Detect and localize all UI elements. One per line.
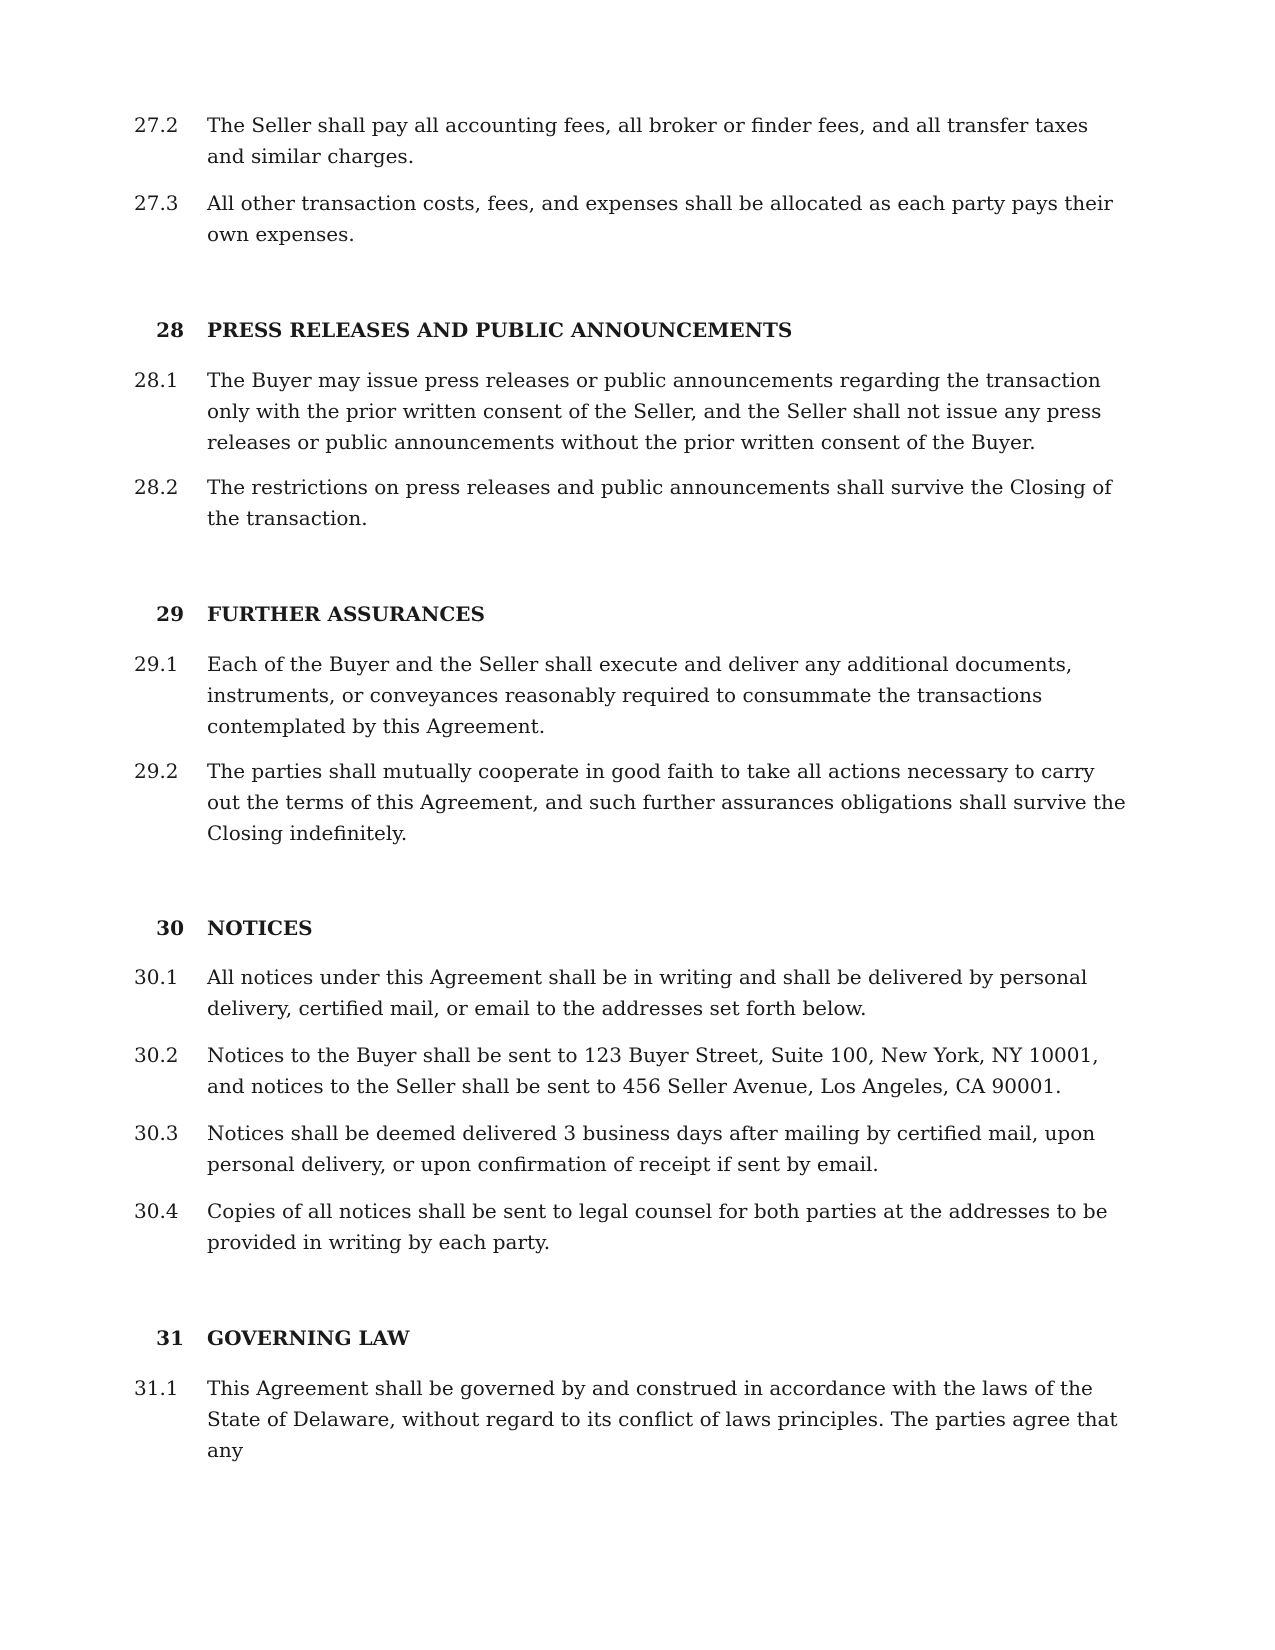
clause-text: All other transaction costs, fees, and expenses shall be allocated as each party pays their own expenses. xyxy=(207,191,1113,246)
clause-number: 29.2 xyxy=(134,759,179,783)
section-number: 29 xyxy=(156,602,184,626)
section-title: NOTICES xyxy=(207,916,313,940)
section-number: 28 xyxy=(156,318,184,342)
clause-number: 31.1 xyxy=(134,1376,179,1400)
clause-number: 29.1 xyxy=(134,652,179,676)
clause-text: Each of the Buyer and the Seller shall execute and deliver any additional documents, instruments, or conveyances reasonably required to consummate the transactions contemplated by this Agreement. xyxy=(207,652,1073,738)
section-title: GOVERNING LAW xyxy=(207,1326,410,1350)
clause-text: The parties shall mutually cooperate in good faith to take all actions necessary to carry out the terms of this Agreement, and such further assurances obligations shall survive the Closing indefinitely. xyxy=(207,759,1126,845)
clause-text: Copies of all notices shall be sent to legal counsel for both parties at the addresses to be provided in writing by each party. xyxy=(207,1199,1108,1254)
clause-number: 30.1 xyxy=(134,965,179,989)
clause-number: 30.3 xyxy=(134,1121,179,1145)
clause-text: This Agreement shall be governed by and construed in accordance with the laws of the State of Delaware, without regard to its conflict of laws principles. The parties agree that any xyxy=(207,1376,1118,1462)
clause-text: The restrictions on press releases and public announcements shall survive the Closing of the transaction. xyxy=(207,475,1112,530)
section-number: 30 xyxy=(156,916,184,940)
clause-number: 27.2 xyxy=(134,113,179,137)
section-title: PRESS RELEASES AND PUBLIC ANNOUNCEMENTS xyxy=(207,318,793,342)
clause-number: 27.3 xyxy=(134,191,179,215)
section-title: FURTHER ASSURANCES xyxy=(207,602,485,626)
clause-number: 30.4 xyxy=(134,1199,179,1223)
clause-number: 28.2 xyxy=(134,475,179,499)
clause-text: The Buyer may issue press releases or public announcements regarding the transaction only with the prior written consent of the Seller, and the Seller shall not issue any press releases or public announcements without the prior written consent of the Buyer. xyxy=(207,368,1102,454)
clause-text: Notices shall be deemed delivered 3 business days after mailing by certified mail, upon personal delivery, or upon confirmation of receipt if sent by email. xyxy=(207,1121,1096,1176)
clause-number: 28.1 xyxy=(134,368,179,392)
section-number: 31 xyxy=(156,1326,184,1350)
clause-text: Notices to the Buyer shall be sent to 123 Buyer Street, Suite 100, New York, NY 10001, and notices to the Seller shall be sent to 456 Seller Avenue, Los Angeles, CA 90001. xyxy=(207,1043,1099,1098)
clause-number: 30.2 xyxy=(134,1043,179,1067)
clause-text: The Seller shall pay all accounting fees, all broker or finder fees, and all transfer taxes and similar charges. xyxy=(207,113,1089,168)
clause-text: All notices under this Agreement shall be in writing and shall be delivered by personal delivery, certified mail, or email to the addresses set forth below. xyxy=(207,965,1088,1020)
